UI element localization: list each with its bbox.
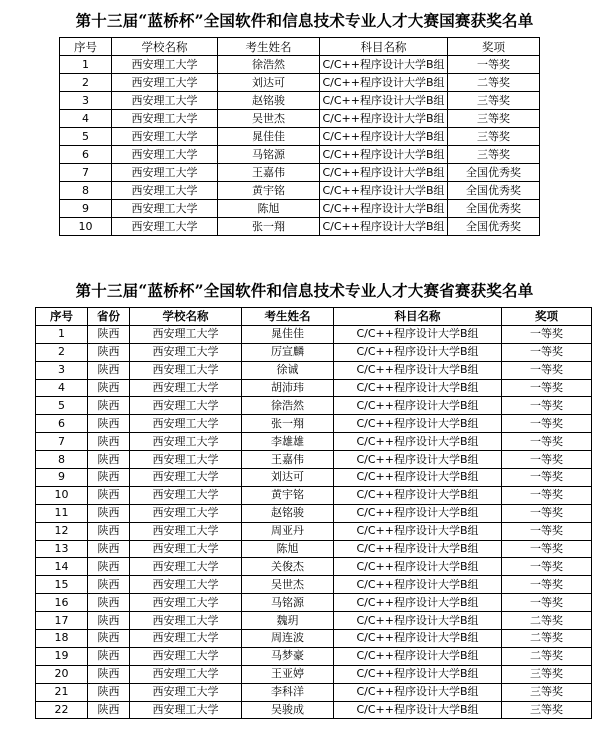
- cell-award: 三等奖: [502, 665, 592, 683]
- cell-award: 三等奖: [448, 110, 540, 128]
- header-index: 序号: [36, 308, 88, 326]
- cell-award: 一等奖: [502, 504, 592, 522]
- cell-award: 一等奖: [502, 594, 592, 612]
- national-awards-body: [60, 56, 540, 236]
- cell-province: 陕西: [88, 576, 130, 594]
- cell-award: 一等奖: [502, 558, 592, 576]
- cell-province: 陕西: [88, 612, 130, 630]
- cell-student: 黄宇铭: [218, 182, 320, 200]
- cell-province: 陕西: [88, 451, 130, 469]
- cell-student: 关俊杰: [242, 558, 334, 576]
- cell-award: 三等奖: [448, 92, 540, 110]
- cell-school: 西安理工大学: [130, 594, 242, 612]
- cell-province: 陕西: [88, 469, 130, 487]
- cell-school: 西安理工大学: [130, 504, 242, 522]
- cell-index: 8: [36, 451, 88, 469]
- table-row: [36, 415, 592, 433]
- cell-student: 徐浩然: [218, 56, 320, 74]
- cell-province: 陕西: [88, 361, 130, 379]
- table-row: [60, 218, 540, 236]
- cell-school: 西安理工大学: [130, 630, 242, 648]
- cell-school: 西安理工大学: [112, 92, 218, 110]
- cell-school: 西安理工大学: [112, 182, 218, 200]
- cell-index: 3: [36, 361, 88, 379]
- table-header-row: [36, 308, 592, 326]
- table-row: [60, 92, 540, 110]
- cell-student: 吴世杰: [218, 110, 320, 128]
- cell-index: 6: [60, 146, 112, 164]
- cell-school: 西安理工大学: [112, 200, 218, 218]
- table-row: [36, 558, 592, 576]
- cell-student: 李雄雄: [242, 433, 334, 451]
- cell-school: 西安理工大学: [130, 522, 242, 540]
- cell-index: 19: [36, 647, 88, 665]
- cell-student: 刘达可: [218, 74, 320, 92]
- table-row: [60, 146, 540, 164]
- cell-subject: C/C++程序设计大学B组: [320, 56, 448, 74]
- cell-school: 西安理工大学: [112, 164, 218, 182]
- cell-subject: C/C++程序设计大学B组: [320, 218, 448, 236]
- cell-student: 李科洋: [242, 683, 334, 701]
- header-province: 省份: [88, 308, 130, 326]
- cell-index: 7: [60, 164, 112, 182]
- cell-student: 陈旭: [242, 540, 334, 558]
- table-row: [36, 504, 592, 522]
- cell-award: 二等奖: [502, 612, 592, 630]
- cell-index: 10: [60, 218, 112, 236]
- table-row: [60, 110, 540, 128]
- cell-subject: C/C++程序设计大学B组: [334, 451, 502, 469]
- cell-student: 胡沛玮: [242, 379, 334, 397]
- cell-subject: C/C++程序设计大学B组: [334, 683, 502, 701]
- cell-school: 西安理工大学: [112, 146, 218, 164]
- table-row: [36, 433, 592, 451]
- cell-subject: C/C++程序设计大学B组: [320, 146, 448, 164]
- cell-province: 陕西: [88, 647, 130, 665]
- cell-school: 西安理工大学: [112, 56, 218, 74]
- table-row: [36, 451, 592, 469]
- cell-index: 2: [36, 343, 88, 361]
- cell-award: 全国优秀奖: [448, 182, 540, 200]
- cell-subject: C/C++程序设计大学B组: [320, 128, 448, 146]
- table-row: [60, 182, 540, 200]
- cell-award: 一等奖: [502, 343, 592, 361]
- cell-index: 8: [60, 182, 112, 200]
- cell-index: 17: [36, 612, 88, 630]
- cell-index: 1: [60, 56, 112, 74]
- cell-subject: C/C++程序设计大学B组: [334, 576, 502, 594]
- cell-subject: C/C++程序设计大学B组: [334, 486, 502, 504]
- cell-subject: C/C++程序设计大学B组: [334, 701, 502, 719]
- cell-student: 陈旭: [218, 200, 320, 218]
- cell-index: 18: [36, 630, 88, 648]
- table-row: [36, 522, 592, 540]
- cell-subject: C/C++程序设计大学B组: [334, 469, 502, 487]
- cell-index: 4: [60, 110, 112, 128]
- cell-award: 三等奖: [448, 128, 540, 146]
- cell-province: 陕西: [88, 630, 130, 648]
- cell-province: 陕西: [88, 594, 130, 612]
- cell-province: 陕西: [88, 558, 130, 576]
- cell-student: 马梦豪: [242, 647, 334, 665]
- cell-award: 一等奖: [502, 451, 592, 469]
- table-row: [36, 540, 592, 558]
- cell-school: 西安理工大学: [112, 218, 218, 236]
- table-row: [60, 74, 540, 92]
- cell-index: 10: [36, 486, 88, 504]
- cell-index: 13: [36, 540, 88, 558]
- cell-index: 1: [36, 325, 88, 343]
- provincial-awards-title: 第十三届“蓝桥杯”全国软件和信息技术专业人才大赛省赛获奖名单: [75, 281, 534, 300]
- cell-student: 徐浩然: [242, 397, 334, 415]
- cell-subject: C/C++程序设计大学B组: [334, 433, 502, 451]
- cell-subject: C/C++程序设计大学B组: [334, 647, 502, 665]
- cell-index: 20: [36, 665, 88, 683]
- cell-student: 吴世杰: [242, 576, 334, 594]
- cell-subject: C/C++程序设计大学B组: [320, 92, 448, 110]
- table-row: [36, 361, 592, 379]
- table-row: [36, 701, 592, 719]
- cell-subject: C/C++程序设计大学B组: [334, 630, 502, 648]
- cell-subject: C/C++程序设计大学B组: [334, 504, 502, 522]
- cell-subject: C/C++程序设计大学B组: [334, 397, 502, 415]
- cell-award: 一等奖: [502, 379, 592, 397]
- cell-student: 赵铭骏: [242, 504, 334, 522]
- table-header-row: [60, 38, 540, 56]
- cell-subject: C/C++程序设计大学B组: [320, 164, 448, 182]
- cell-student: 晁佳佳: [242, 325, 334, 343]
- table-row: [36, 343, 592, 361]
- cell-index: 22: [36, 701, 88, 719]
- cell-school: 西安理工大学: [130, 361, 242, 379]
- header-school: 学校名称: [130, 308, 242, 326]
- cell-school: 西安理工大学: [130, 379, 242, 397]
- table-row: [36, 683, 592, 701]
- cell-school: 西安理工大学: [130, 486, 242, 504]
- cell-student: 王嘉伟: [242, 451, 334, 469]
- cell-student: 周亚丹: [242, 522, 334, 540]
- cell-index: 16: [36, 594, 88, 612]
- cell-student: 王嘉伟: [218, 164, 320, 182]
- provincial-awards-body: [36, 325, 592, 719]
- cell-index: 3: [60, 92, 112, 110]
- cell-subject: C/C++程序设计大学B组: [334, 558, 502, 576]
- cell-subject: C/C++程序设计大学B组: [320, 200, 448, 218]
- cell-school: 西安理工大学: [130, 397, 242, 415]
- cell-province: 陕西: [88, 504, 130, 522]
- cell-award: 一等奖: [502, 397, 592, 415]
- cell-subject: C/C++程序设计大学B组: [334, 361, 502, 379]
- cell-subject: C/C++程序设计大学B组: [334, 415, 502, 433]
- cell-province: 陕西: [88, 415, 130, 433]
- table-row: [36, 325, 592, 343]
- table-row: [36, 576, 592, 594]
- cell-student: 马铭源: [218, 146, 320, 164]
- table-row: [60, 164, 540, 182]
- table-row: [36, 647, 592, 665]
- cell-index: 15: [36, 576, 88, 594]
- cell-award: 全国优秀奖: [448, 164, 540, 182]
- header-student: 考生姓名: [218, 38, 320, 56]
- cell-award: 二等奖: [502, 630, 592, 648]
- cell-student: 张一翔: [242, 415, 334, 433]
- cell-award: 一等奖: [502, 576, 592, 594]
- cell-student: 赵铭骏: [218, 92, 320, 110]
- cell-school: 西安理工大学: [130, 701, 242, 719]
- cell-subject: C/C++程序设计大学B组: [334, 612, 502, 630]
- header-award: 奖项: [502, 308, 592, 326]
- table-row: [36, 665, 592, 683]
- cell-student: 张一翔: [218, 218, 320, 236]
- cell-index: 9: [36, 469, 88, 487]
- cell-award: 二等奖: [448, 74, 540, 92]
- header-student: 考生姓名: [242, 308, 334, 326]
- cell-school: 西安理工大学: [112, 110, 218, 128]
- cell-award: 一等奖: [502, 361, 592, 379]
- cell-index: 2: [60, 74, 112, 92]
- header-subject: 科目名称: [320, 38, 448, 56]
- table-row: [60, 56, 540, 74]
- cell-province: 陕西: [88, 379, 130, 397]
- cell-index: 5: [36, 397, 88, 415]
- cell-award: 一等奖: [502, 433, 592, 451]
- cell-province: 陕西: [88, 486, 130, 504]
- national-awards-title: 第十三届“蓝桥杯”全国软件和信息技术专业人才大赛国赛获奖名单: [75, 11, 534, 30]
- cell-subject: C/C++程序设计大学B组: [334, 522, 502, 540]
- cell-province: 陕西: [88, 397, 130, 415]
- cell-index: 5: [60, 128, 112, 146]
- cell-province: 陕西: [88, 325, 130, 343]
- cell-subject: C/C++程序设计大学B组: [320, 110, 448, 128]
- cell-school: 西安理工大学: [130, 540, 242, 558]
- cell-school: 西安理工大学: [130, 612, 242, 630]
- cell-award: 一等奖: [502, 522, 592, 540]
- header-school: 学校名称: [112, 38, 218, 56]
- header-subject: 科目名称: [334, 308, 502, 326]
- cell-student: 王亚婷: [242, 665, 334, 683]
- cell-school: 西安理工大学: [130, 558, 242, 576]
- cell-award: 三等奖: [502, 701, 592, 719]
- cell-index: 21: [36, 683, 88, 701]
- provincial-awards-table: [35, 307, 592, 719]
- cell-index: 9: [60, 200, 112, 218]
- cell-province: 陕西: [88, 701, 130, 719]
- cell-province: 陕西: [88, 343, 130, 361]
- cell-school: 西安理工大学: [130, 451, 242, 469]
- cell-index: 12: [36, 522, 88, 540]
- table-row: [36, 612, 592, 630]
- cell-school: 西安理工大学: [130, 343, 242, 361]
- cell-school: 西安理工大学: [130, 325, 242, 343]
- cell-index: 14: [36, 558, 88, 576]
- cell-student: 刘达可: [242, 469, 334, 487]
- cell-student: 徐诚: [242, 361, 334, 379]
- table-row: [36, 594, 592, 612]
- cell-province: 陕西: [88, 683, 130, 701]
- cell-subject: C/C++程序设计大学B组: [334, 540, 502, 558]
- cell-school: 西安理工大学: [130, 433, 242, 451]
- cell-award: 一等奖: [502, 469, 592, 487]
- cell-subject: C/C++程序设计大学B组: [334, 343, 502, 361]
- cell-award: 全国优秀奖: [448, 218, 540, 236]
- table-row: [36, 397, 592, 415]
- table-row: [36, 630, 592, 648]
- cell-index: 6: [36, 415, 88, 433]
- cell-school: 西安理工大学: [130, 683, 242, 701]
- cell-award: 三等奖: [448, 146, 540, 164]
- cell-subject: C/C++程序设计大学B组: [320, 182, 448, 200]
- table-row: [60, 200, 540, 218]
- cell-student: 魏玥: [242, 612, 334, 630]
- cell-student: 晁佳佳: [218, 128, 320, 146]
- table-row: [36, 469, 592, 487]
- header-award: 奖项: [448, 38, 540, 56]
- cell-index: 7: [36, 433, 88, 451]
- cell-student: 黄宇铭: [242, 486, 334, 504]
- cell-award: 三等奖: [502, 683, 592, 701]
- cell-subject: C/C++程序设计大学B组: [320, 74, 448, 92]
- cell-award: 一等奖: [502, 415, 592, 433]
- cell-index: 4: [36, 379, 88, 397]
- table-row: [36, 379, 592, 397]
- cell-student: 吴骏成: [242, 701, 334, 719]
- cell-award: 一等奖: [448, 56, 540, 74]
- cell-school: 西安理工大学: [130, 647, 242, 665]
- table-row: [60, 128, 540, 146]
- cell-subject: C/C++程序设计大学B组: [334, 379, 502, 397]
- cell-school: 西安理工大学: [130, 576, 242, 594]
- cell-school: 西安理工大学: [130, 469, 242, 487]
- cell-school: 西安理工大学: [130, 415, 242, 433]
- cell-award: 一等奖: [502, 486, 592, 504]
- cell-award: 二等奖: [502, 647, 592, 665]
- cell-subject: C/C++程序设计大学B组: [334, 325, 502, 343]
- cell-award: 一等奖: [502, 540, 592, 558]
- cell-subject: C/C++程序设计大学B组: [334, 665, 502, 683]
- header-index: 序号: [60, 38, 112, 56]
- cell-subject: C/C++程序设计大学B组: [334, 594, 502, 612]
- cell-school: 西安理工大学: [112, 128, 218, 146]
- cell-student: 周连波: [242, 630, 334, 648]
- cell-award: 一等奖: [502, 325, 592, 343]
- table-row: [36, 486, 592, 504]
- cell-province: 陕西: [88, 665, 130, 683]
- cell-province: 陕西: [88, 522, 130, 540]
- cell-award: 全国优秀奖: [448, 200, 540, 218]
- cell-index: 11: [36, 504, 88, 522]
- national-awards-table: [59, 37, 540, 236]
- cell-student: 马铭源: [242, 594, 334, 612]
- cell-school: 西安理工大学: [112, 74, 218, 92]
- cell-student: 厉宣麟: [242, 343, 334, 361]
- cell-province: 陕西: [88, 433, 130, 451]
- cell-school: 西安理工大学: [130, 665, 242, 683]
- cell-province: 陕西: [88, 540, 130, 558]
